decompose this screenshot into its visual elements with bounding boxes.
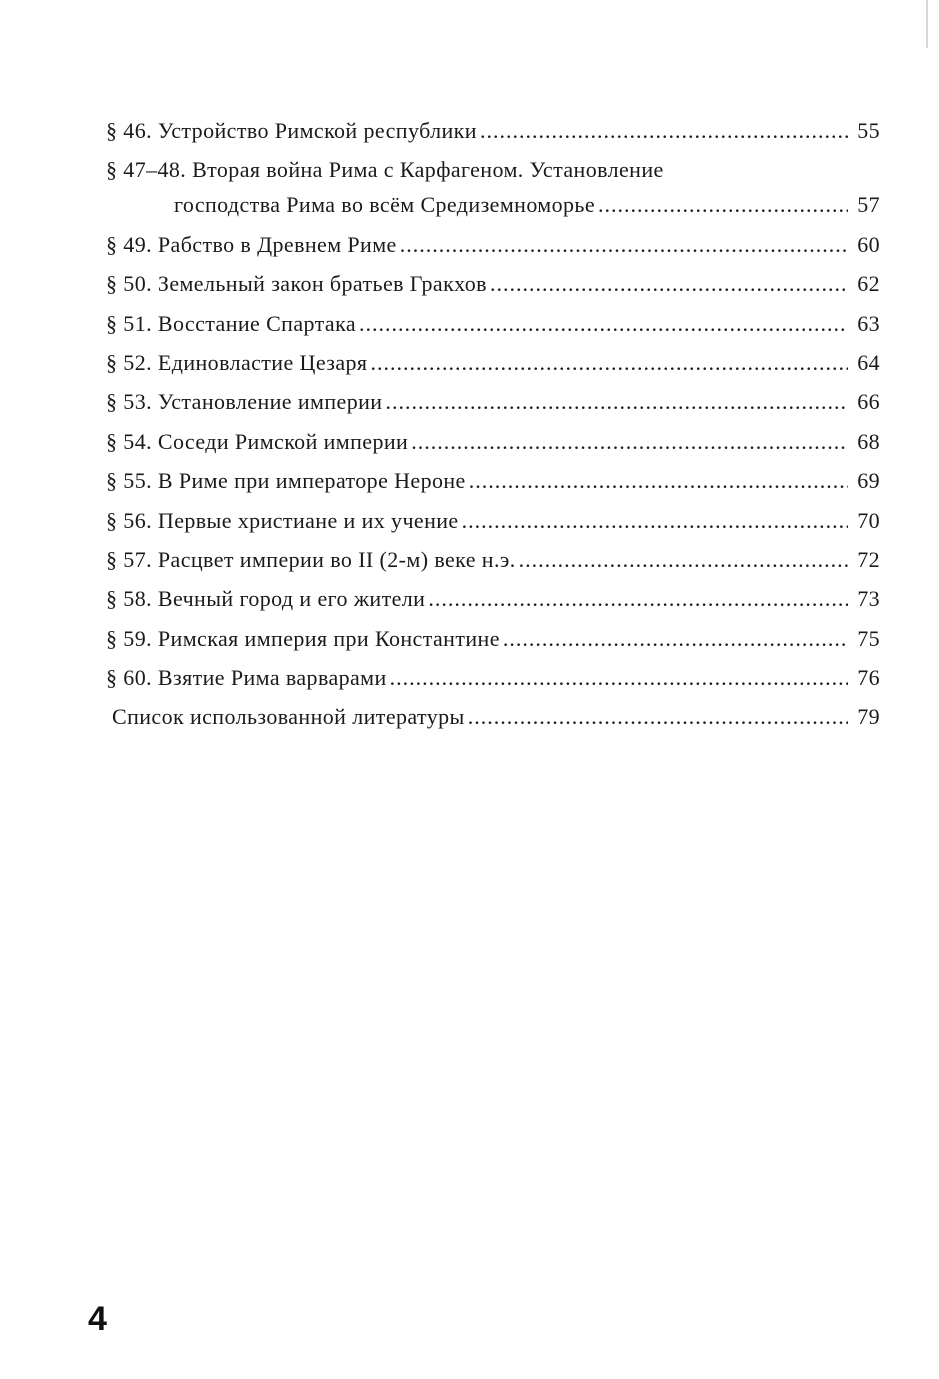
toc-entry-page: 57	[857, 192, 880, 218]
table-of-contents	[106, 118, 880, 744]
toc-entry-title: господства Рима во всём Средиземноморье	[174, 192, 596, 218]
toc-entry-page: 68	[857, 428, 880, 454]
dot-leader	[480, 118, 848, 143]
toc-entry-51[interactable]	[106, 311, 880, 350]
toc-entry-title: Список использованной литературы	[112, 704, 465, 730]
toc-entry-page: 63	[857, 310, 880, 336]
toc-entry-title: § 50. Земельный закон братьев Гракхов	[106, 271, 487, 297]
toc-entry-page: 72	[857, 546, 880, 572]
toc-entry-55[interactable]	[106, 468, 880, 507]
toc-entry-page: 73	[857, 586, 880, 612]
dot-leader	[462, 508, 848, 533]
toc-entry-47-48-continued[interactable]	[106, 192, 880, 231]
toc-entry-title: § 56. Первые христиане и их учение	[106, 507, 459, 533]
dot-leader	[359, 311, 848, 336]
toc-entry-page: 62	[857, 271, 880, 297]
toc-entry-page: 66	[857, 389, 880, 415]
dot-leader	[490, 271, 848, 296]
toc-entry-page: 75	[857, 625, 880, 651]
toc-entry-54[interactable]	[106, 429, 880, 468]
toc-entry-title: § 55. В Риме при императоре Нероне	[106, 468, 466, 494]
toc-entry-56[interactable]	[106, 508, 880, 547]
toc-entry-title: § 53. Установление империи	[106, 389, 383, 415]
toc-entry-page: 64	[857, 349, 880, 375]
toc-entry-bibliography[interactable]	[106, 704, 880, 743]
toc-entry-49[interactable]	[106, 232, 880, 271]
dot-leader	[370, 350, 848, 375]
dot-leader	[390, 665, 848, 690]
toc-entry-page: 69	[857, 468, 880, 494]
toc-entry-page: 70	[857, 507, 880, 533]
toc-entry-page: 79	[857, 704, 880, 730]
toc-entry-page: 55	[857, 118, 880, 143]
dot-leader	[400, 232, 848, 257]
toc-entry-58[interactable]	[106, 586, 880, 625]
toc-entry-46[interactable]	[106, 118, 880, 157]
toc-entry-title: § 51. Восстание Спартака	[106, 310, 356, 336]
toc-entry-page: 76	[857, 665, 880, 691]
toc-entry-50[interactable]	[106, 271, 880, 310]
dot-leader	[428, 586, 848, 611]
toc-entry-52[interactable]	[106, 350, 880, 389]
dot-leader	[469, 468, 848, 493]
dot-leader	[411, 429, 848, 454]
toc-entry-60[interactable]	[106, 665, 880, 704]
toc-entry-title: § 59. Римская империя при Константине	[106, 625, 500, 651]
toc-entry-title: § 52. Единовластие Цезаря	[106, 349, 368, 375]
toc-entry-title: § 57. Расцвет империи во II (2-м) веке н.э.	[106, 546, 516, 572]
toc-entry-title: § 58. Вечный город и его жители	[106, 586, 426, 612]
toc-entry-page: 60	[857, 231, 880, 257]
toc-entry-53[interactable]	[106, 389, 880, 428]
toc-entry-title: § 46. Устройство Римской республики	[106, 118, 477, 143]
dot-leader	[503, 626, 848, 651]
toc-entry-47-48[interactable]	[106, 157, 880, 192]
dot-leader	[519, 547, 848, 572]
toc-entry-57[interactable]	[106, 547, 880, 586]
dot-leader	[385, 389, 848, 414]
scan-edge-mark	[926, 0, 928, 48]
page-number: 4	[88, 1300, 107, 1338]
toc-entry-title: § 47–48. Вторая война Рима с Карфагеном. Установление	[106, 157, 664, 183]
toc-entry-title: § 60. Взятие Рима варварами	[106, 665, 387, 691]
dot-leader	[598, 192, 848, 217]
toc-entry-59[interactable]	[106, 626, 880, 665]
toc-entry-title: § 54. Соседи Римской империи	[106, 428, 409, 454]
toc-entry-title: § 49. Рабство в Древнем Риме	[106, 231, 397, 257]
dot-leader	[468, 704, 848, 729]
